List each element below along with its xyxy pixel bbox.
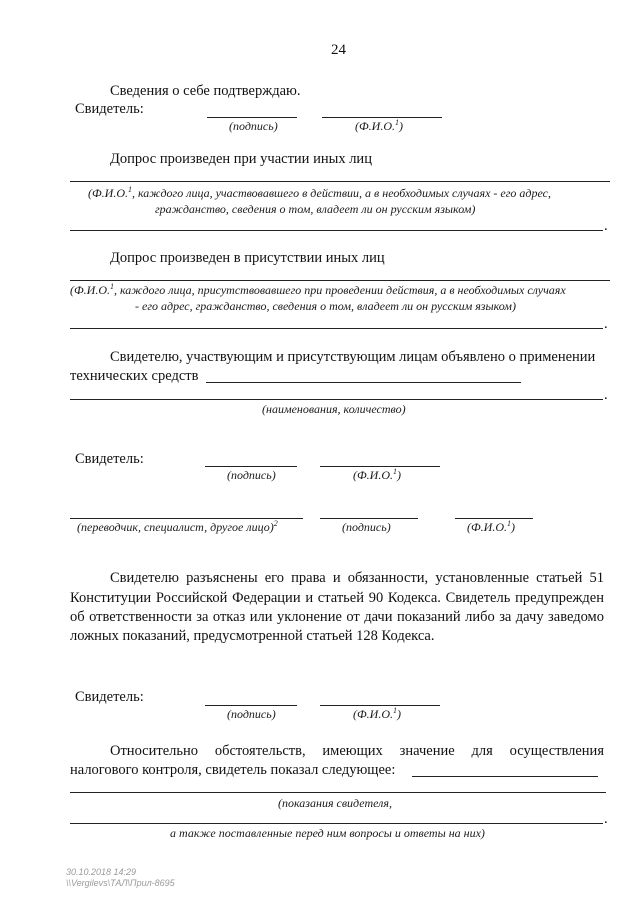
signature-line-2: [205, 466, 297, 467]
presence-hint-2: - его адрес, гражданство, сведения о том, владеет ли он русским языком): [135, 299, 516, 313]
signature-line-3: [205, 705, 297, 706]
presence-line-1: [70, 280, 610, 281]
participants-line-2: [70, 230, 603, 231]
fio-hint-2: (Ф.И.О.$^1$): [353, 467, 401, 482]
signature-line-1: [207, 117, 297, 118]
participants-hint-1: (Ф.И.О.$^1$, каждого лица, участвовавшего в действии, а в необходимых случаях - его адрес,: [88, 185, 551, 200]
fio-line-1: [322, 117, 442, 118]
footer-file-path: \\Vergilevs\ТАЛ\Прил-8695: [66, 878, 175, 888]
fio-hint-1: (Ф.И.О.$^1$): [355, 118, 403, 133]
witness-label-3: Свидетель:: [75, 689, 144, 705]
rights-line-3: об ответственности за отказ или уклонение от дачи показаний либо за дачу заведомо: [70, 609, 604, 625]
signature-hint-1: (подпись): [229, 119, 278, 133]
other-signature-hint: (подпись): [342, 520, 391, 534]
witness-label-1: Свидетель:: [75, 101, 144, 117]
presence-heading: Допрос произведен в присутствии иных лиц: [110, 250, 385, 266]
other-person-hint: (переводчик, специалист, другое лицо)$^2$: [77, 519, 278, 534]
fio-hint-3: (Ф.И.О.$^1$): [353, 706, 401, 721]
page-number: 24: [331, 42, 346, 58]
technical-line-1: Свидетелю, участвующим и присутствующим лицам объявлено о применении: [110, 349, 596, 365]
testimony-hint-2: а также поставленные перед ним вопросы и ответы на них): [170, 826, 485, 840]
signature-hint-2: (подпись): [227, 468, 276, 482]
technical-hint: (наименования, количество): [262, 402, 406, 416]
technical-line-2: технических средств: [70, 368, 199, 384]
other-signature-line: [320, 518, 418, 519]
participants-hint-2: гражданство, сведения о том, владеет ли он русским языком): [155, 202, 476, 216]
footer-timestamp: 30.10.2018 14:29: [66, 867, 137, 877]
other-person-line: [70, 518, 303, 519]
technical-line-end: .: [604, 387, 608, 403]
testimony-line-4: [70, 823, 603, 824]
testimony-hint-1: (показания свидетеля,: [278, 796, 392, 810]
witness-label-2: Свидетель:: [75, 451, 144, 467]
technical-inline-line: [206, 382, 521, 383]
other-fio-line: [455, 518, 533, 519]
rights-line-4: ложных показаний, предусмотренной статьей 128 Кодекса.: [70, 628, 435, 644]
confirm-text: Сведения о себе подтверждаю.: [110, 83, 301, 99]
rights-line-1: Свидетелю разъяснены его права и обязанности, установленные статьей 51: [110, 570, 604, 586]
participants-heading: Допрос произведен при участии иных лиц: [110, 151, 372, 167]
testimony-inline-line: [412, 776, 598, 777]
other-fio-hint: (Ф.И.О.$^1$): [467, 519, 515, 534]
participants-line-1: [70, 181, 610, 182]
presence-line-2: [70, 328, 603, 329]
rights-line-2: Конституции Российской Федерации и статьей 90 Кодекса. Свидетель предупрежден: [70, 590, 604, 606]
fio-line-2: [320, 466, 440, 467]
technical-line-3: [70, 399, 603, 400]
fio-line-3: [320, 705, 440, 706]
testimony-line-2: налогового контроля, свидетель показал следующее:: [70, 762, 396, 778]
presence-line-end: .: [604, 316, 608, 332]
signature-hint-3: (подпись): [227, 707, 276, 721]
testimony-line-3: [70, 792, 606, 793]
testimony-line-1: Относительно обстоятельств, имеющих значение для осуществления: [110, 743, 604, 759]
presence-hint-1: (Ф.И.О.$^1$, каждого лица, присутствовавшего при проведении действия, а в необходимых случаях: [70, 282, 566, 297]
participants-line-end: .: [604, 218, 608, 234]
testimony-line-end: .: [604, 811, 608, 827]
